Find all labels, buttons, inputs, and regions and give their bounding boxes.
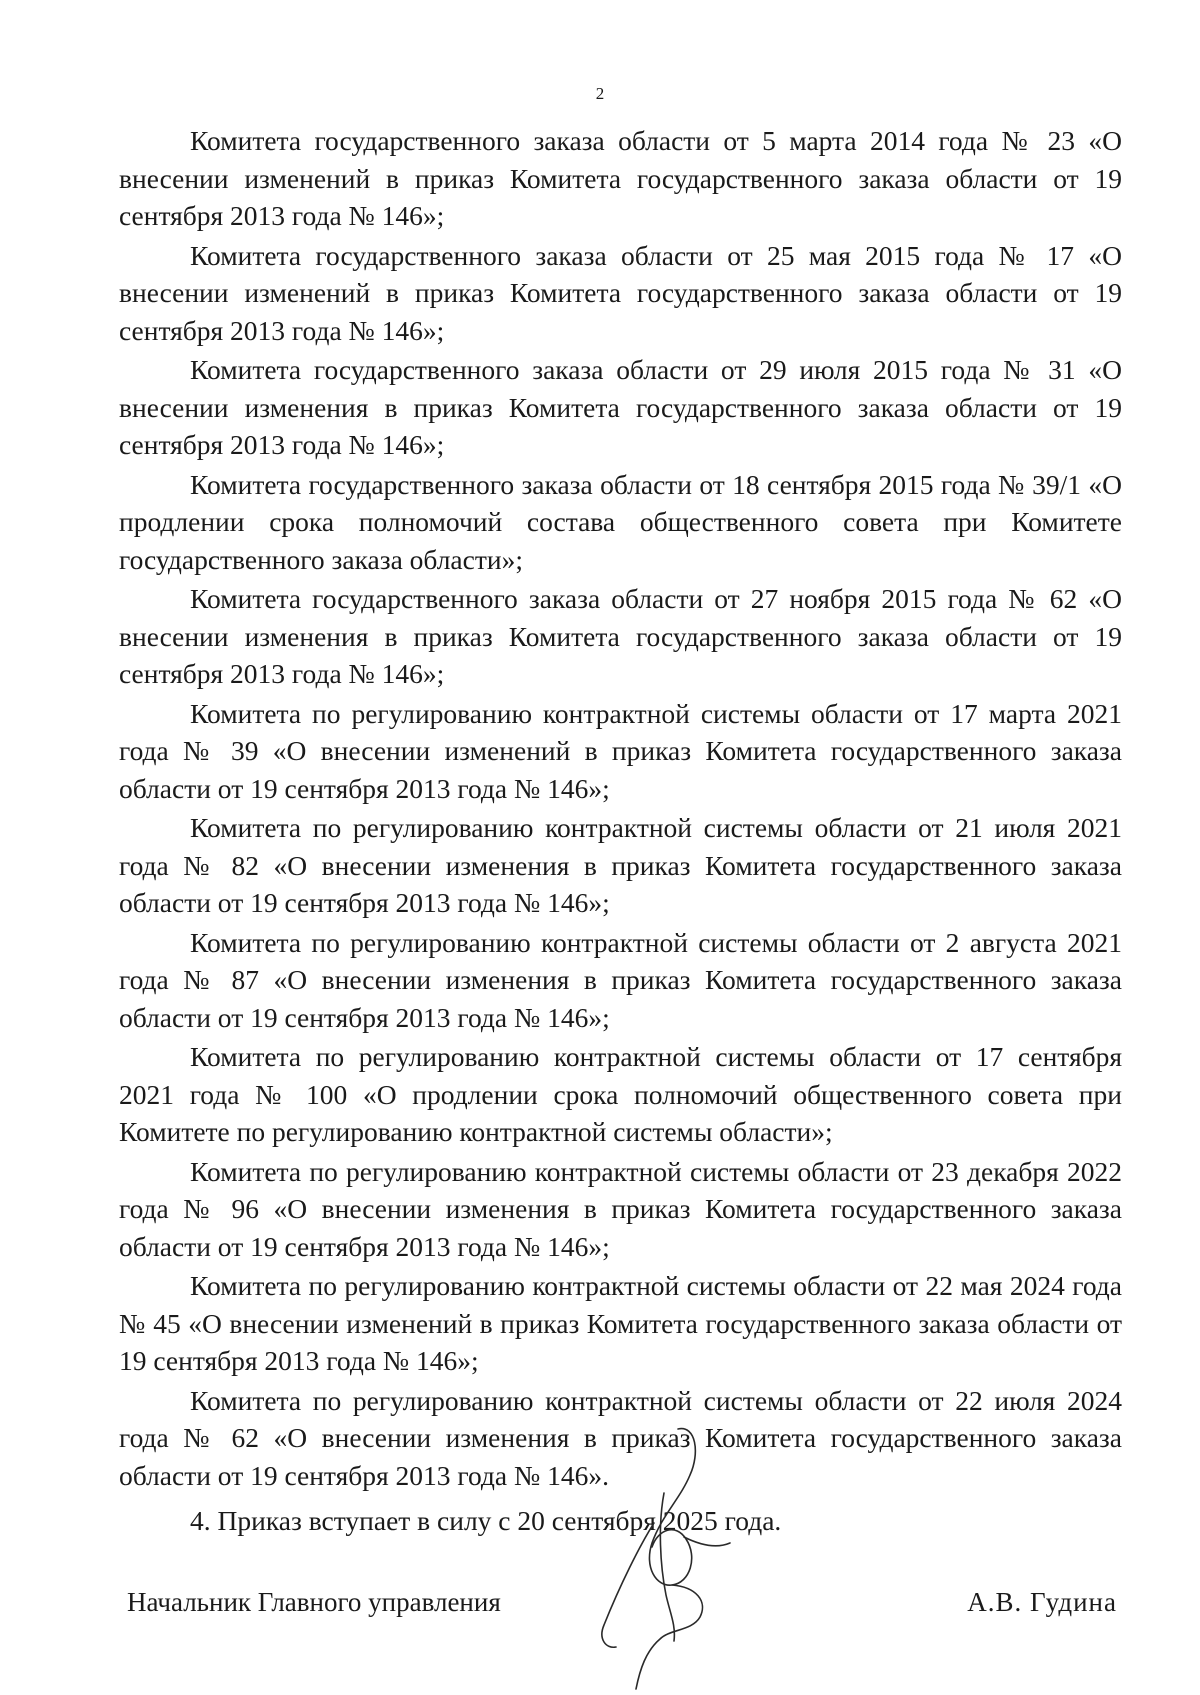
effective-date-clause: 4. Приказ вступает в силу с 20 сентября 2025 года. [190, 1505, 782, 1536]
repealed-order-item: Комитета по регулированию контрактной системы области от 21 июля 2021 года № 82 «О внесении изменения в приказ Комитета государственного заказа области от 19 сентября 2013 года № 146»; [119, 812, 1122, 918]
repealed-order-item: Комитета государственного заказа области от 18 сентября 2015 года № 39/1 «О продлении срока полномочий состава общественного совета при Комитете государственного заказа области»; [119, 468, 1122, 575]
repealed-order-item: Комитета по регулированию контрактной системы области от 23 декабря 2022 года № 96 «О внесении изменения в приказ Комитета государственного заказа области от 19 сентября 2013 года № 146»; [119, 1155, 1122, 1262]
handwritten-signature [600, 1425, 760, 1695]
repealed-order-item: Комитета государственного заказа области от 27 ноября 2015 года № 62 «О внесении изменения в приказ Комитета государственного заказа области от 19 сентября 2013 года № 146»; [119, 583, 1122, 689]
repealed-order-item: Комитета государственного заказа области от 25 мая 2015 года № 17 «О внесении изменений в приказ Комитета государственного заказа области от 19 сентября 2013 года № 146»; [119, 239, 1122, 346]
repealed-order-item: Комитета по регулированию контрактной системы области от 22 июля 2024 года № 62 «О внесении изменения в приказ Комитета государственного заказа области от 19 сентября 2013 года № 146». [119, 1384, 1122, 1491]
repealed-order-item: Комитета по регулированию контрактной системы области от 17 марта 2021 года № 39 «О внесении изменений в приказ Комитета государственного заказа области от 19 сентября 2013 года № 146»; [119, 697, 1122, 804]
signatory-name: А.В. Гудина [967, 1587, 1117, 1617]
repealed-order-item: Комитета государственного заказа области от 5 марта 2014 года № 23 «О внесении изменений в приказ Комитета государственного заказа области от 19 сентября 2013 года № 146»; [119, 125, 1122, 231]
repealed-order-item: Комитета по регулированию контрактной системы области от 22 мая 2024 года № 45 «О внесении изменений в приказ Комитета государственного заказа области от 19 сентября 2013 года № 146»; [119, 1270, 1122, 1376]
document-body [119, 122, 1122, 1540]
repealed-order-item: Комитета по регулированию контрактной системы области от 2 августа 2021 года № 87 «О внесении изменения в приказ Комитета государственного заказа области от 19 сентября 2013 года № 146»; [119, 926, 1122, 1033]
repealed-order-item: Комитета по регулированию контрактной системы области от 17 сентября 2021 года № 100 «О продлении срока полномочий общественного совета при Комитете по регулированию контрактной системы области»; [119, 1041, 1122, 1147]
signatory-position: Начальник Главного управления [127, 1587, 501, 1617]
page-number: 2 [595, 84, 605, 103]
repealed-order-item: Комитета государственного заказа области от 29 июля 2015 года № 31 «О внесении изменения в приказ Комитета государственного заказа области от 19 сентября 2013 года № 146»; [119, 354, 1122, 460]
